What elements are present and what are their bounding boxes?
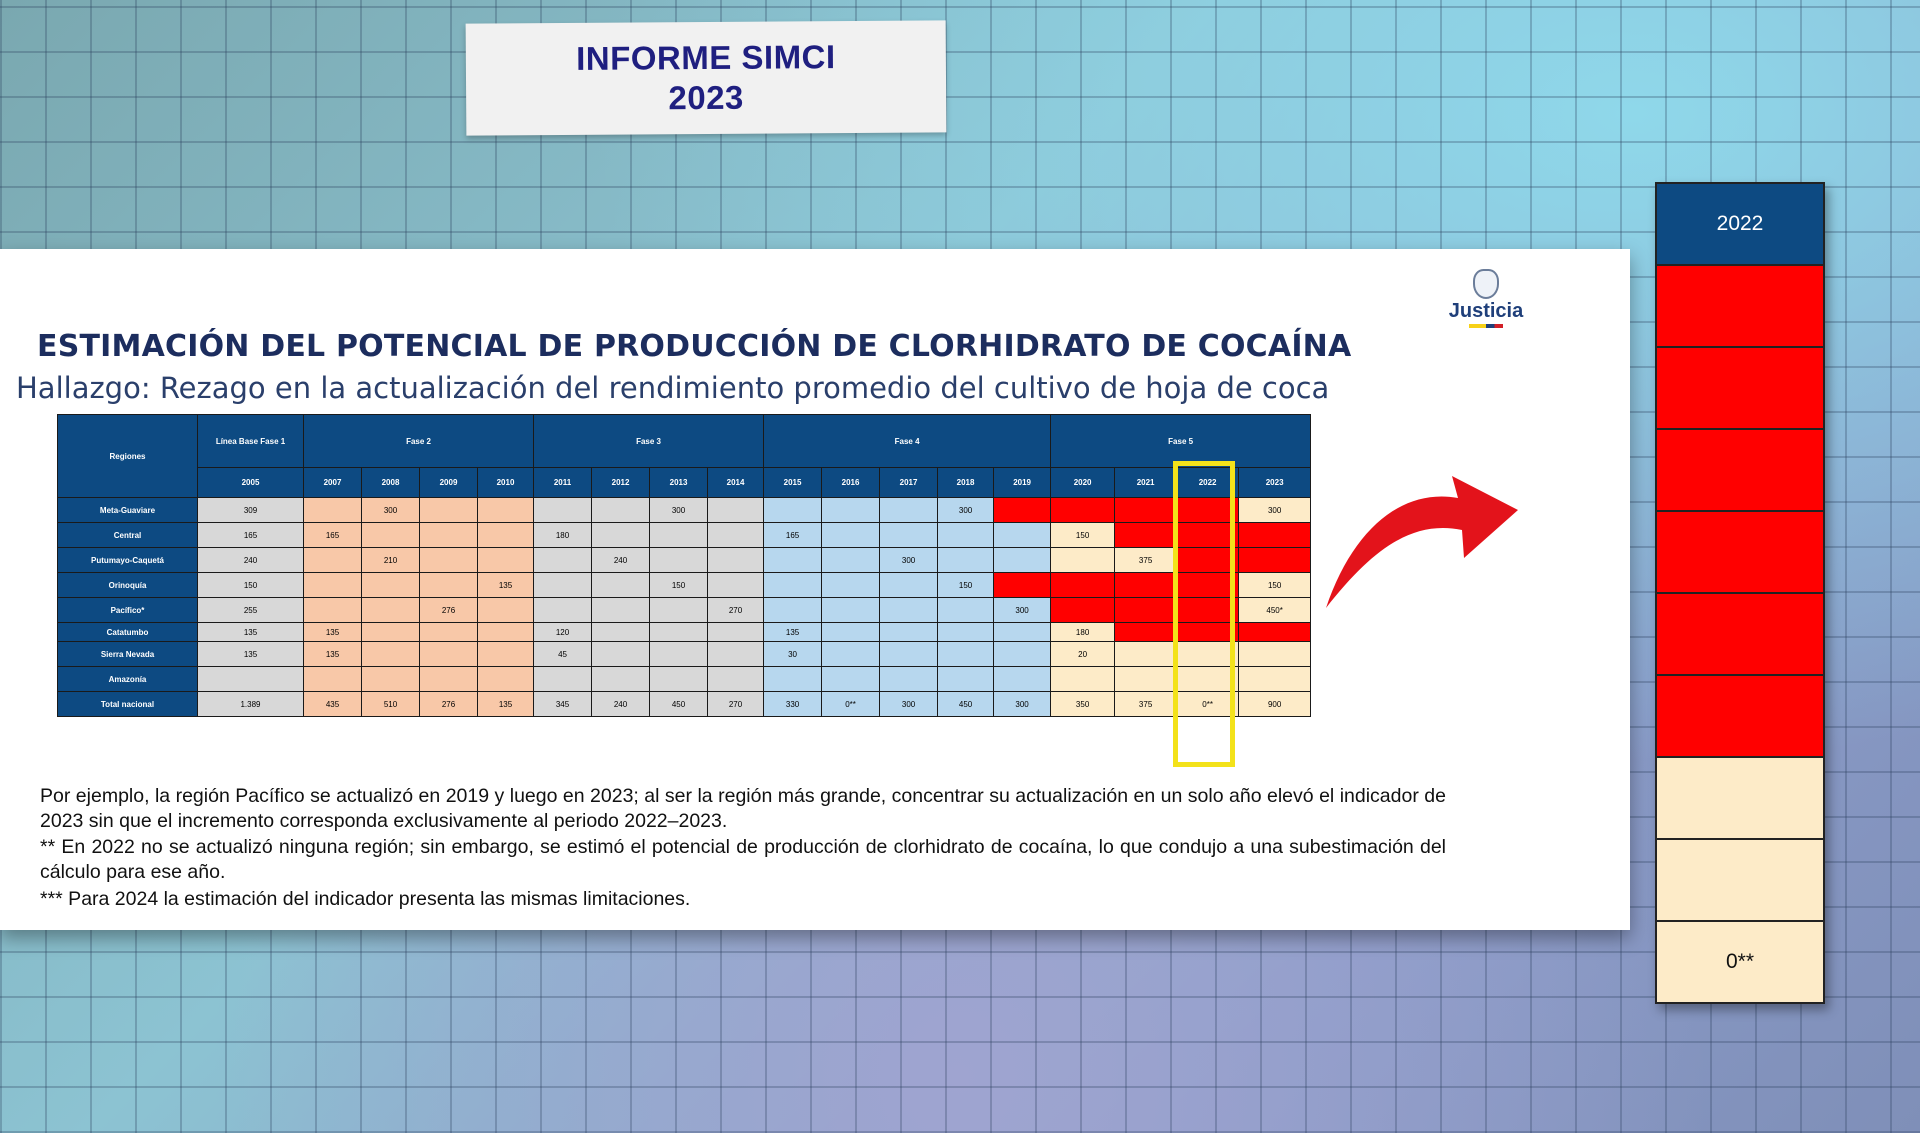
- value-cell: [880, 642, 938, 667]
- value-cell: 270: [708, 598, 764, 623]
- value-cell: [1051, 548, 1115, 573]
- value-cell: 165: [198, 523, 304, 548]
- year-header: 2020: [1051, 468, 1115, 498]
- note-2022: ** En 2022 no se actualizó ninguna región; sin embargo, se estimó el potencial de producción de clorhidrato de cocaína, lo que condujo a una subestimación del cálculo para ese año.: [40, 836, 1446, 883]
- value-cell: [822, 573, 880, 598]
- report-label-line2: 2023: [668, 78, 744, 117]
- value-cell: [362, 573, 420, 598]
- zoom-cell: [1657, 348, 1823, 430]
- year-header: 2010: [478, 468, 534, 498]
- value-cell: [880, 498, 938, 523]
- zoom-header: 2022: [1657, 184, 1823, 266]
- value-cell: [938, 598, 994, 623]
- value-cell: [880, 623, 938, 642]
- value-cell: [994, 498, 1051, 523]
- value-cell: [938, 523, 994, 548]
- value-cell: [362, 598, 420, 623]
- year-header: 2021: [1115, 468, 1177, 498]
- value-cell: [478, 523, 534, 548]
- value-cell: [362, 642, 420, 667]
- zoom-cell: [1657, 266, 1823, 348]
- zoom-cell: [1657, 758, 1823, 840]
- value-cell: 375: [1115, 548, 1177, 573]
- value-cell: [478, 598, 534, 623]
- regions-header: Regiones: [58, 415, 198, 498]
- value-cell: 255: [198, 598, 304, 623]
- note-2024: *** Para 2024 la estimación del indicador presenta las mismas limitaciones.: [40, 888, 691, 910]
- zoom-cell: [1657, 512, 1823, 594]
- value-cell: [478, 498, 534, 523]
- value-cell: 135: [304, 642, 362, 667]
- value-cell: 276: [420, 598, 478, 623]
- year-header: 2008: [362, 468, 420, 498]
- zoom-cell: [1657, 594, 1823, 676]
- value-cell: [822, 548, 880, 573]
- value-cell: [708, 548, 764, 573]
- value-cell: 300: [880, 548, 938, 573]
- value-cell: [938, 548, 994, 573]
- value-cell: 450*: [1239, 598, 1311, 623]
- value-cell: [1051, 498, 1115, 523]
- value-cell: [1177, 523, 1239, 548]
- value-cell: [1239, 623, 1311, 642]
- value-cell: [304, 573, 362, 598]
- value-cell: [1115, 623, 1177, 642]
- value-cell: 20: [1051, 642, 1115, 667]
- value-cell: 135: [198, 623, 304, 642]
- value-cell: [198, 667, 304, 692]
- value-cell: [1177, 598, 1239, 623]
- zoom-2022-column: [1655, 182, 1825, 1004]
- table-row: [58, 667, 1311, 692]
- value-cell: [880, 667, 938, 692]
- region-cell: Putumayo-Caquetá: [58, 548, 198, 573]
- slide-subtitle: Hallazgo: Rezago en la actualización del rendimiento promedio del cultivo de hoja de coca: [16, 371, 1330, 405]
- value-cell: [764, 573, 822, 598]
- value-cell: [822, 623, 880, 642]
- value-cell: [420, 623, 478, 642]
- value-cell: 150: [198, 573, 304, 598]
- value-cell: 1.389: [198, 692, 304, 717]
- year-header: 2022: [1177, 468, 1239, 498]
- value-cell: [534, 598, 592, 623]
- phase-header-4: Fase 4: [764, 415, 1051, 468]
- red-arrow-icon: [1318, 448, 1528, 618]
- value-cell: 135: [478, 692, 534, 717]
- value-cell: [1177, 667, 1239, 692]
- note-example: Por ejemplo, la región Pacífico se actualizó en 2019 y luego en 2023; al ser la región más grande, concentrar su actualización en un solo año elevó el indicador de 2023 sin que el incremento corresponda exclusivamente al periodo 2022–2023.: [40, 785, 1446, 832]
- region-cell: Central: [58, 523, 198, 548]
- region-cell: Amazonía: [58, 667, 198, 692]
- coat-of-arms-icon: [1473, 269, 1499, 299]
- value-cell: [1177, 573, 1239, 598]
- value-cell: [592, 573, 650, 598]
- region-cell: Meta-Guaviare: [58, 498, 198, 523]
- value-cell: [764, 548, 822, 573]
- value-cell: 180: [1051, 623, 1115, 642]
- table-row: [58, 692, 1311, 717]
- year-header: 2005: [198, 468, 304, 498]
- value-cell: [1115, 523, 1177, 548]
- value-cell: 135: [198, 642, 304, 667]
- zoom-cell: [1657, 430, 1823, 512]
- slide-title: ESTIMACIÓN DEL POTENCIAL DE PRODUCCIÓN DE CLORHIDRATO DE COCAÍNA: [37, 329, 1352, 364]
- value-cell: 0**: [1177, 692, 1239, 717]
- value-cell: [1177, 623, 1239, 642]
- value-cell: [420, 573, 478, 598]
- value-cell: [650, 548, 708, 573]
- value-cell: 510: [362, 692, 420, 717]
- value-cell: 30: [764, 642, 822, 667]
- value-cell: [1115, 573, 1177, 598]
- value-cell: [822, 498, 880, 523]
- value-cell: 300: [994, 692, 1051, 717]
- value-cell: [420, 642, 478, 667]
- value-cell: [478, 667, 534, 692]
- value-cell: 300: [880, 692, 938, 717]
- value-cell: [994, 623, 1051, 642]
- region-cell: Pacífico*: [58, 598, 198, 623]
- value-cell: [650, 623, 708, 642]
- value-cell: 300: [362, 498, 420, 523]
- value-cell: [994, 642, 1051, 667]
- value-cell: [994, 523, 1051, 548]
- value-cell: [708, 498, 764, 523]
- region-cell: Orinoquía: [58, 573, 198, 598]
- value-cell: [1239, 548, 1311, 573]
- region-cell: Total nacional: [58, 692, 198, 717]
- year-header: 2019: [994, 468, 1051, 498]
- phase-header-3: Fase 3: [534, 415, 764, 468]
- table-row: [58, 598, 1311, 623]
- value-cell: [304, 498, 362, 523]
- report-label: [466, 20, 947, 135]
- value-cell: [938, 667, 994, 692]
- region-cell: Sierra Nevada: [58, 642, 198, 667]
- value-cell: [1051, 667, 1115, 692]
- year-header: 2015: [764, 468, 822, 498]
- value-cell: [708, 642, 764, 667]
- value-cell: [362, 667, 420, 692]
- value-cell: [650, 523, 708, 548]
- value-cell: 210: [362, 548, 420, 573]
- value-cell: 120: [534, 623, 592, 642]
- value-cell: 450: [938, 692, 994, 717]
- value-cell: [534, 548, 592, 573]
- value-cell: 300: [938, 498, 994, 523]
- zoom-cell: [1657, 676, 1823, 758]
- value-cell: [420, 548, 478, 573]
- production-table: [57, 414, 1311, 717]
- value-cell: [938, 623, 994, 642]
- value-cell: [822, 598, 880, 623]
- value-cell: [1177, 642, 1239, 667]
- value-cell: [1115, 498, 1177, 523]
- value-cell: [1115, 642, 1177, 667]
- value-cell: [650, 642, 708, 667]
- value-cell: [1051, 573, 1115, 598]
- value-cell: [994, 548, 1051, 573]
- value-cell: 45: [534, 642, 592, 667]
- year-header: 2013: [650, 468, 708, 498]
- value-cell: [708, 523, 764, 548]
- value-cell: 135: [764, 623, 822, 642]
- value-cell: [534, 573, 592, 598]
- year-header: 2017: [880, 468, 938, 498]
- notes: [40, 784, 1446, 913]
- value-cell: [362, 623, 420, 642]
- value-cell: 330: [764, 692, 822, 717]
- table-row: [58, 642, 1311, 667]
- flag-stripe: [1469, 324, 1503, 328]
- value-cell: [822, 667, 880, 692]
- year-header: 2007: [304, 468, 362, 498]
- value-cell: [362, 523, 420, 548]
- year-header: 2018: [938, 468, 994, 498]
- value-cell: 240: [592, 548, 650, 573]
- value-cell: 350: [1051, 692, 1115, 717]
- value-cell: 150: [650, 573, 708, 598]
- table-row: [58, 573, 1311, 598]
- value-cell: [478, 642, 534, 667]
- region-cell: Catatumbo: [58, 623, 198, 642]
- justicia-logo: [1436, 269, 1536, 328]
- value-cell: [420, 667, 478, 692]
- value-cell: [708, 667, 764, 692]
- value-cell: [650, 667, 708, 692]
- year-header: 2023: [1239, 468, 1311, 498]
- zoom-cell: 0**: [1657, 922, 1823, 1002]
- value-cell: [994, 573, 1051, 598]
- value-cell: 180: [534, 523, 592, 548]
- value-cell: [822, 642, 880, 667]
- value-cell: [304, 667, 362, 692]
- report-label-line1: INFORME SIMCI: [575, 38, 836, 77]
- value-cell: 150: [1051, 523, 1115, 548]
- value-cell: 900: [1239, 692, 1311, 717]
- value-cell: 300: [994, 598, 1051, 623]
- value-cell: [304, 598, 362, 623]
- value-cell: [708, 573, 764, 598]
- value-cell: [304, 548, 362, 573]
- value-cell: [994, 667, 1051, 692]
- logo-text: Justicia: [1448, 300, 1524, 322]
- value-cell: 375: [1115, 692, 1177, 717]
- year-header: 2009: [420, 468, 478, 498]
- value-cell: 135: [478, 573, 534, 598]
- value-cell: [592, 667, 650, 692]
- value-cell: [650, 598, 708, 623]
- value-cell: 345: [534, 692, 592, 717]
- value-cell: 276: [420, 692, 478, 717]
- value-cell: [1115, 598, 1177, 623]
- table-row: [58, 548, 1311, 573]
- value-cell: [534, 667, 592, 692]
- table-row: [58, 498, 1311, 523]
- value-cell: 309: [198, 498, 304, 523]
- value-cell: 270: [708, 692, 764, 717]
- year-header: 2014: [708, 468, 764, 498]
- value-cell: [822, 523, 880, 548]
- value-cell: [1177, 548, 1239, 573]
- value-cell: 240: [592, 692, 650, 717]
- phase-header-5: Fase 5: [1051, 415, 1311, 468]
- value-cell: [880, 598, 938, 623]
- value-cell: [1239, 667, 1311, 692]
- value-cell: 150: [1239, 573, 1311, 598]
- value-cell: [592, 523, 650, 548]
- value-cell: 165: [764, 523, 822, 548]
- value-cell: [1115, 667, 1177, 692]
- value-cell: [592, 642, 650, 667]
- value-cell: 450: [650, 692, 708, 717]
- year-header: 2016: [822, 468, 880, 498]
- value-cell: [420, 498, 478, 523]
- value-cell: 240: [198, 548, 304, 573]
- value-cell: 150: [938, 573, 994, 598]
- value-cell: [708, 623, 764, 642]
- year-header: 2011: [534, 468, 592, 498]
- value-cell: [478, 623, 534, 642]
- value-cell: [1239, 642, 1311, 667]
- value-cell: [1239, 523, 1311, 548]
- value-cell: [880, 523, 938, 548]
- value-cell: [592, 498, 650, 523]
- value-cell: 300: [1239, 498, 1311, 523]
- value-cell: 165: [304, 523, 362, 548]
- value-cell: [478, 548, 534, 573]
- table-row: [58, 523, 1311, 548]
- value-cell: [764, 667, 822, 692]
- value-cell: [534, 498, 592, 523]
- year-header: 2012: [592, 468, 650, 498]
- value-cell: [880, 573, 938, 598]
- value-cell: 135: [304, 623, 362, 642]
- value-cell: [938, 642, 994, 667]
- value-cell: [420, 523, 478, 548]
- phase-header-2: Fase 2: [304, 415, 534, 468]
- value-cell: 300: [650, 498, 708, 523]
- value-cell: [1051, 598, 1115, 623]
- value-cell: [764, 598, 822, 623]
- zoom-cell: [1657, 840, 1823, 922]
- value-cell: [592, 598, 650, 623]
- value-cell: 435: [304, 692, 362, 717]
- table-row: [58, 623, 1311, 642]
- value-cell: [592, 623, 650, 642]
- value-cell: [1177, 498, 1239, 523]
- value-cell: [764, 498, 822, 523]
- value-cell: 0**: [822, 692, 880, 717]
- phase-header-1: Línea Base Fase 1: [198, 415, 304, 468]
